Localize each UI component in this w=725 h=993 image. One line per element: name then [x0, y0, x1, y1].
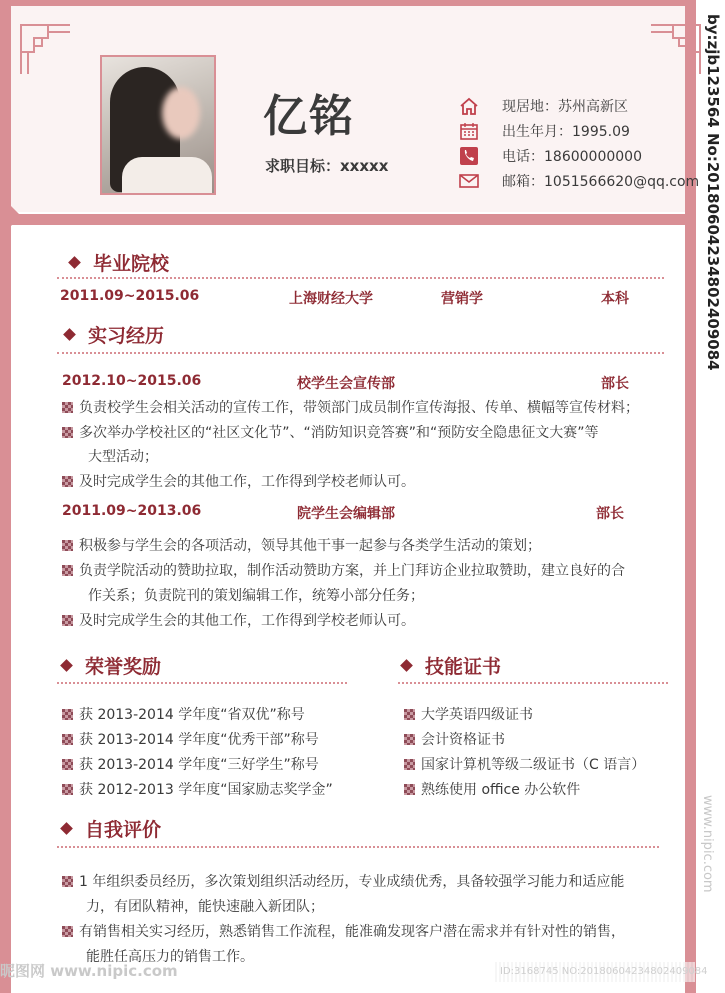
job-period: 2011.09~2013.06 [62, 503, 202, 519]
bullet-icon [62, 540, 73, 551]
list-item-continuation: 能胜任高压力的销售工作。 [86, 949, 254, 965]
job-role: 部长 [596, 506, 624, 522]
list-item: 及时完成学生会的其他工作，工作得到学校老师认可。 [62, 610, 415, 630]
corner-ornament-left [20, 24, 70, 74]
divider [57, 277, 664, 279]
section-title-honors: 荣誉奖励 [62, 652, 161, 679]
list-item: 获 2012-2013 学年度“国家励志奖学金” [62, 779, 333, 799]
list-item: 会计资格证书 [404, 729, 505, 749]
section-title-education: 毕业院校 [70, 249, 169, 276]
list-item-continuation: 作关系；负责院刊的策划编辑工作，统筹小部分任务； [88, 588, 424, 604]
job-role: 部长 [601, 376, 629, 392]
bullet-icon [62, 565, 73, 576]
corner-ornament-right [651, 24, 701, 74]
info-birth: 出生年月：1995.09 [458, 120, 630, 142]
list-item-continuation: 大型活动； [88, 449, 158, 465]
list-item: 获 2013-2014 学年度“省双优”称号 [62, 704, 305, 724]
bullet-icon [404, 709, 415, 720]
list-item: 负责学院活动的赞助拉取，制作活动赞助方案，并上门拜访企业拉取赞助，建立良好的合 [62, 560, 625, 580]
list-item: 1 年组织委员经历，多次策划组织活动经历，专业成绩优秀，具备较强学习能力和适应能 [62, 871, 624, 891]
home-icon [458, 96, 480, 116]
list-item: 熟练使用 office 办公软件 [404, 779, 580, 799]
section-title-internship: 实习经历 [65, 321, 164, 348]
side-watermark-site: www.nipic.com [700, 795, 715, 893]
side-watermark: by:zjb123564 No:20180604234802409084 [704, 14, 722, 371]
diamond-icon [60, 822, 73, 835]
edu-period: 2011.09~2015.06 [60, 288, 200, 304]
bullet-icon [62, 709, 73, 720]
phone-icon [458, 146, 480, 166]
bullet-icon [62, 476, 73, 487]
diamond-icon [63, 328, 76, 341]
diamond-icon [68, 256, 81, 269]
info-address: 现居地：苏州高新区 [458, 95, 628, 117]
job-org: 院学生会编辑部 [297, 506, 395, 522]
footer-id: ID:3168745 NO:20180604234802409084 [500, 966, 708, 977]
diamond-icon [60, 659, 73, 672]
frame-left [0, 0, 11, 993]
edu-major: 营销学 [441, 291, 483, 307]
info-email: 邮箱：1051566620@qq.com [458, 170, 699, 192]
list-item: 大学英语四级证书 [404, 704, 533, 724]
info-phone: 电话：18600000000 [458, 145, 642, 167]
divider [57, 352, 664, 354]
bullet-icon [62, 784, 73, 795]
calendar-icon [458, 121, 480, 141]
job-period: 2012.10~2015.06 [62, 373, 202, 389]
list-item: 有销售相关实习经历，熟悉销售工作流程，能准确发现客户潜在需求并有针对性的销售， [62, 921, 625, 941]
list-item: 获 2013-2014 学年度“优秀干部”称号 [62, 729, 319, 749]
edu-degree: 本科 [601, 291, 629, 307]
diamond-icon [400, 659, 413, 672]
list-item-continuation: 力，有团队精神，能快速融入新团队； [86, 899, 324, 915]
list-item: 获 2013-2014 学年度“三好学生”称号 [62, 754, 319, 774]
profile-photo [100, 55, 216, 195]
header-band [11, 214, 685, 225]
bullet-icon [62, 926, 73, 937]
list-item: 负责校学生会相关活动的宣传工作，带领部门成员制作宣传海报、传单、横幅等宣传材料； [62, 397, 639, 417]
list-item: 多次举办学校社区的“社区文化节”、“消防知识竞答赛”和“预防安全隐患征文大赛”等 [62, 422, 599, 442]
divider [57, 682, 347, 684]
divider [398, 682, 668, 684]
list-item: 积极参与学生会的各项活动，领导其他干事一起参与各类学生活动的策划； [62, 535, 541, 555]
bullet-icon [404, 784, 415, 795]
bullet-icon [62, 876, 73, 887]
bullet-icon [404, 734, 415, 745]
edu-school: 上海财经大学 [289, 291, 373, 307]
section-title-skills: 技能证书 [402, 652, 501, 679]
bullet-icon [62, 402, 73, 413]
frame-right [685, 0, 696, 993]
bullet-icon [62, 759, 73, 770]
mail-icon [458, 171, 480, 191]
bullet-icon [62, 734, 73, 745]
divider [57, 846, 659, 848]
footer-watermark: 昵图网 www.nipic.com [0, 962, 178, 980]
section-title-self-evaluation: 自我评价 [62, 815, 161, 842]
job-objective: 求职目标：xxxxx [265, 157, 389, 175]
job-org: 校学生会宣传部 [297, 376, 395, 392]
bullet-icon [404, 759, 415, 770]
list-item: 国家计算机等级二级证书（C 语言） [404, 754, 645, 774]
bullet-icon [62, 615, 73, 626]
header-notch [11, 206, 21, 226]
candidate-name: 亿铭 [263, 91, 355, 142]
bullet-icon [62, 427, 73, 438]
list-item: 及时完成学生会的其他工作，工作得到学校老师认可。 [62, 471, 415, 491]
